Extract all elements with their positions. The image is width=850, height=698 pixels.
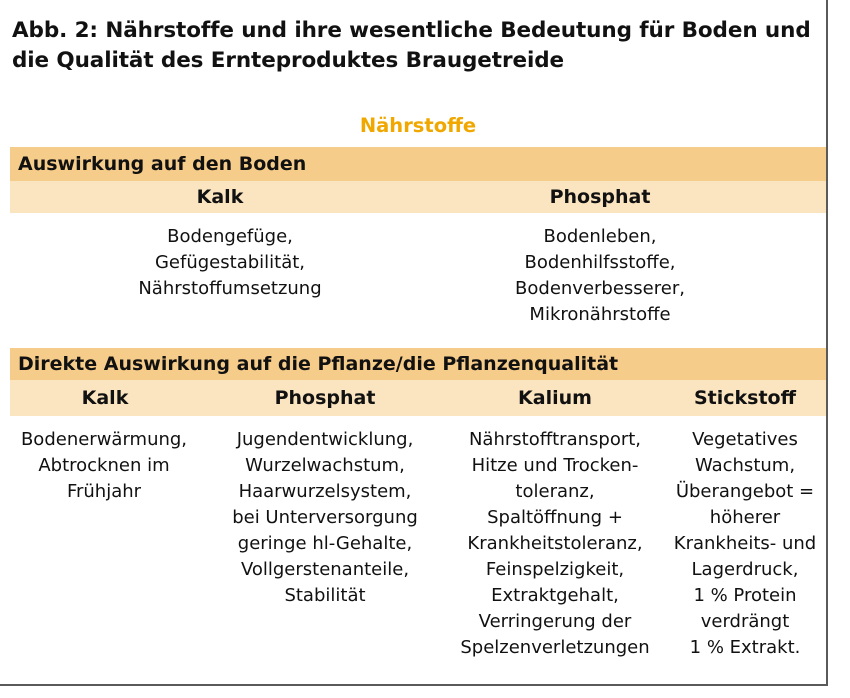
column-header-soil-kalk: Kalk [196,186,244,208]
column-header-plant-kalk: Kalk [81,387,129,409]
cell-line: Frühjahr [66,481,142,502]
cell-plant-kalk [6,427,202,505]
cell-soil-phosphat [480,224,720,328]
section-label-soil: Auswirkung auf den Boden [18,153,307,175]
cell-line: Krankheitstoleranz, [467,533,643,554]
cell-line: Extraktgehalt, [491,585,619,606]
cell-line: Vollgerstenanteile, [240,559,410,580]
cell-line: Haarwurzelsystem, [238,481,412,502]
cell-line: toleranz, [515,481,595,502]
section-bar-soil [10,147,826,181]
cell-line: Nährstofftransport, [468,429,642,450]
cell-line: Nährstoffumsetzung [138,278,322,299]
cell-plant-phosphat [215,427,435,609]
cell-line: Feinspelzigkeit, [485,559,625,580]
column-header-soil-phosphat: Phosphat [549,186,651,208]
cell-line: Jugendentwicklung, [236,429,414,450]
cell-plant-stickstoff [665,427,825,661]
cell-line: Bodenerwärmung, [20,429,188,450]
cell-line: Bodengefüge, [167,226,293,247]
cell-line: Wachstum, [694,455,796,476]
cell-line: Abtrocknen im [38,455,170,476]
cell-plant-kalium [450,427,660,661]
cell-line: Bodenverbesserer, [515,278,685,299]
cell-line: Bodenhilfsstoffe, [524,252,676,273]
cell-line: Bodenleben, [543,226,657,247]
column-header-row-soil [10,181,826,213]
title-line-1: Abb. 2: Nährstoffe und ihre wesentliche Bedeutung für Boden und [12,18,811,43]
frame-bottom-rule [0,684,828,686]
cell-line: höherer [709,507,781,528]
cell-line: verdrängt [700,611,790,632]
cell-line: Krankheits- und [673,533,817,554]
title-line-2: die Qualität des Ernteproduktes Braugetreide [12,48,564,73]
column-header-plant-kalium: Kalium [518,387,592,409]
column-header-plant-phosphat: Phosphat [274,387,376,409]
section-bar-plant [10,348,826,380]
cell-line: Überangebot = [675,481,815,502]
cell-line: 1 % Protein [693,585,797,606]
cell-line: Gefügestabilität, [154,252,306,273]
cell-soil-kalk [110,224,350,302]
cell-line: Spelzenverletzungen [460,637,650,658]
cell-line: Hitze und Trocken- [471,455,639,476]
frame-right-rule [826,0,828,684]
cell-line: Spaltöffnung + [487,507,623,528]
table-heading: Nährstoffe [359,114,477,137]
cell-line: 1 % Extrakt. [689,637,801,658]
cell-line: Mikronährstoffe [529,304,671,325]
cell-line: bei Unterversorgung [232,507,418,528]
figure-title [12,16,822,76]
cell-line: Vegetatives [692,429,798,450]
column-header-plant-stickstoff: Stickstoff [693,387,796,409]
cell-line: Verringerung der [478,611,632,632]
cell-line: Lagerdruck, [691,559,799,580]
cell-line: Stabilität [284,585,366,606]
cell-line: geringe hl-Gehalte, [237,533,413,554]
cell-line: Wurzelwachstum, [245,455,405,476]
section-label-plant: Direkte Auswirkung auf die Pflanze/die Pflanzenqualität [18,353,619,375]
